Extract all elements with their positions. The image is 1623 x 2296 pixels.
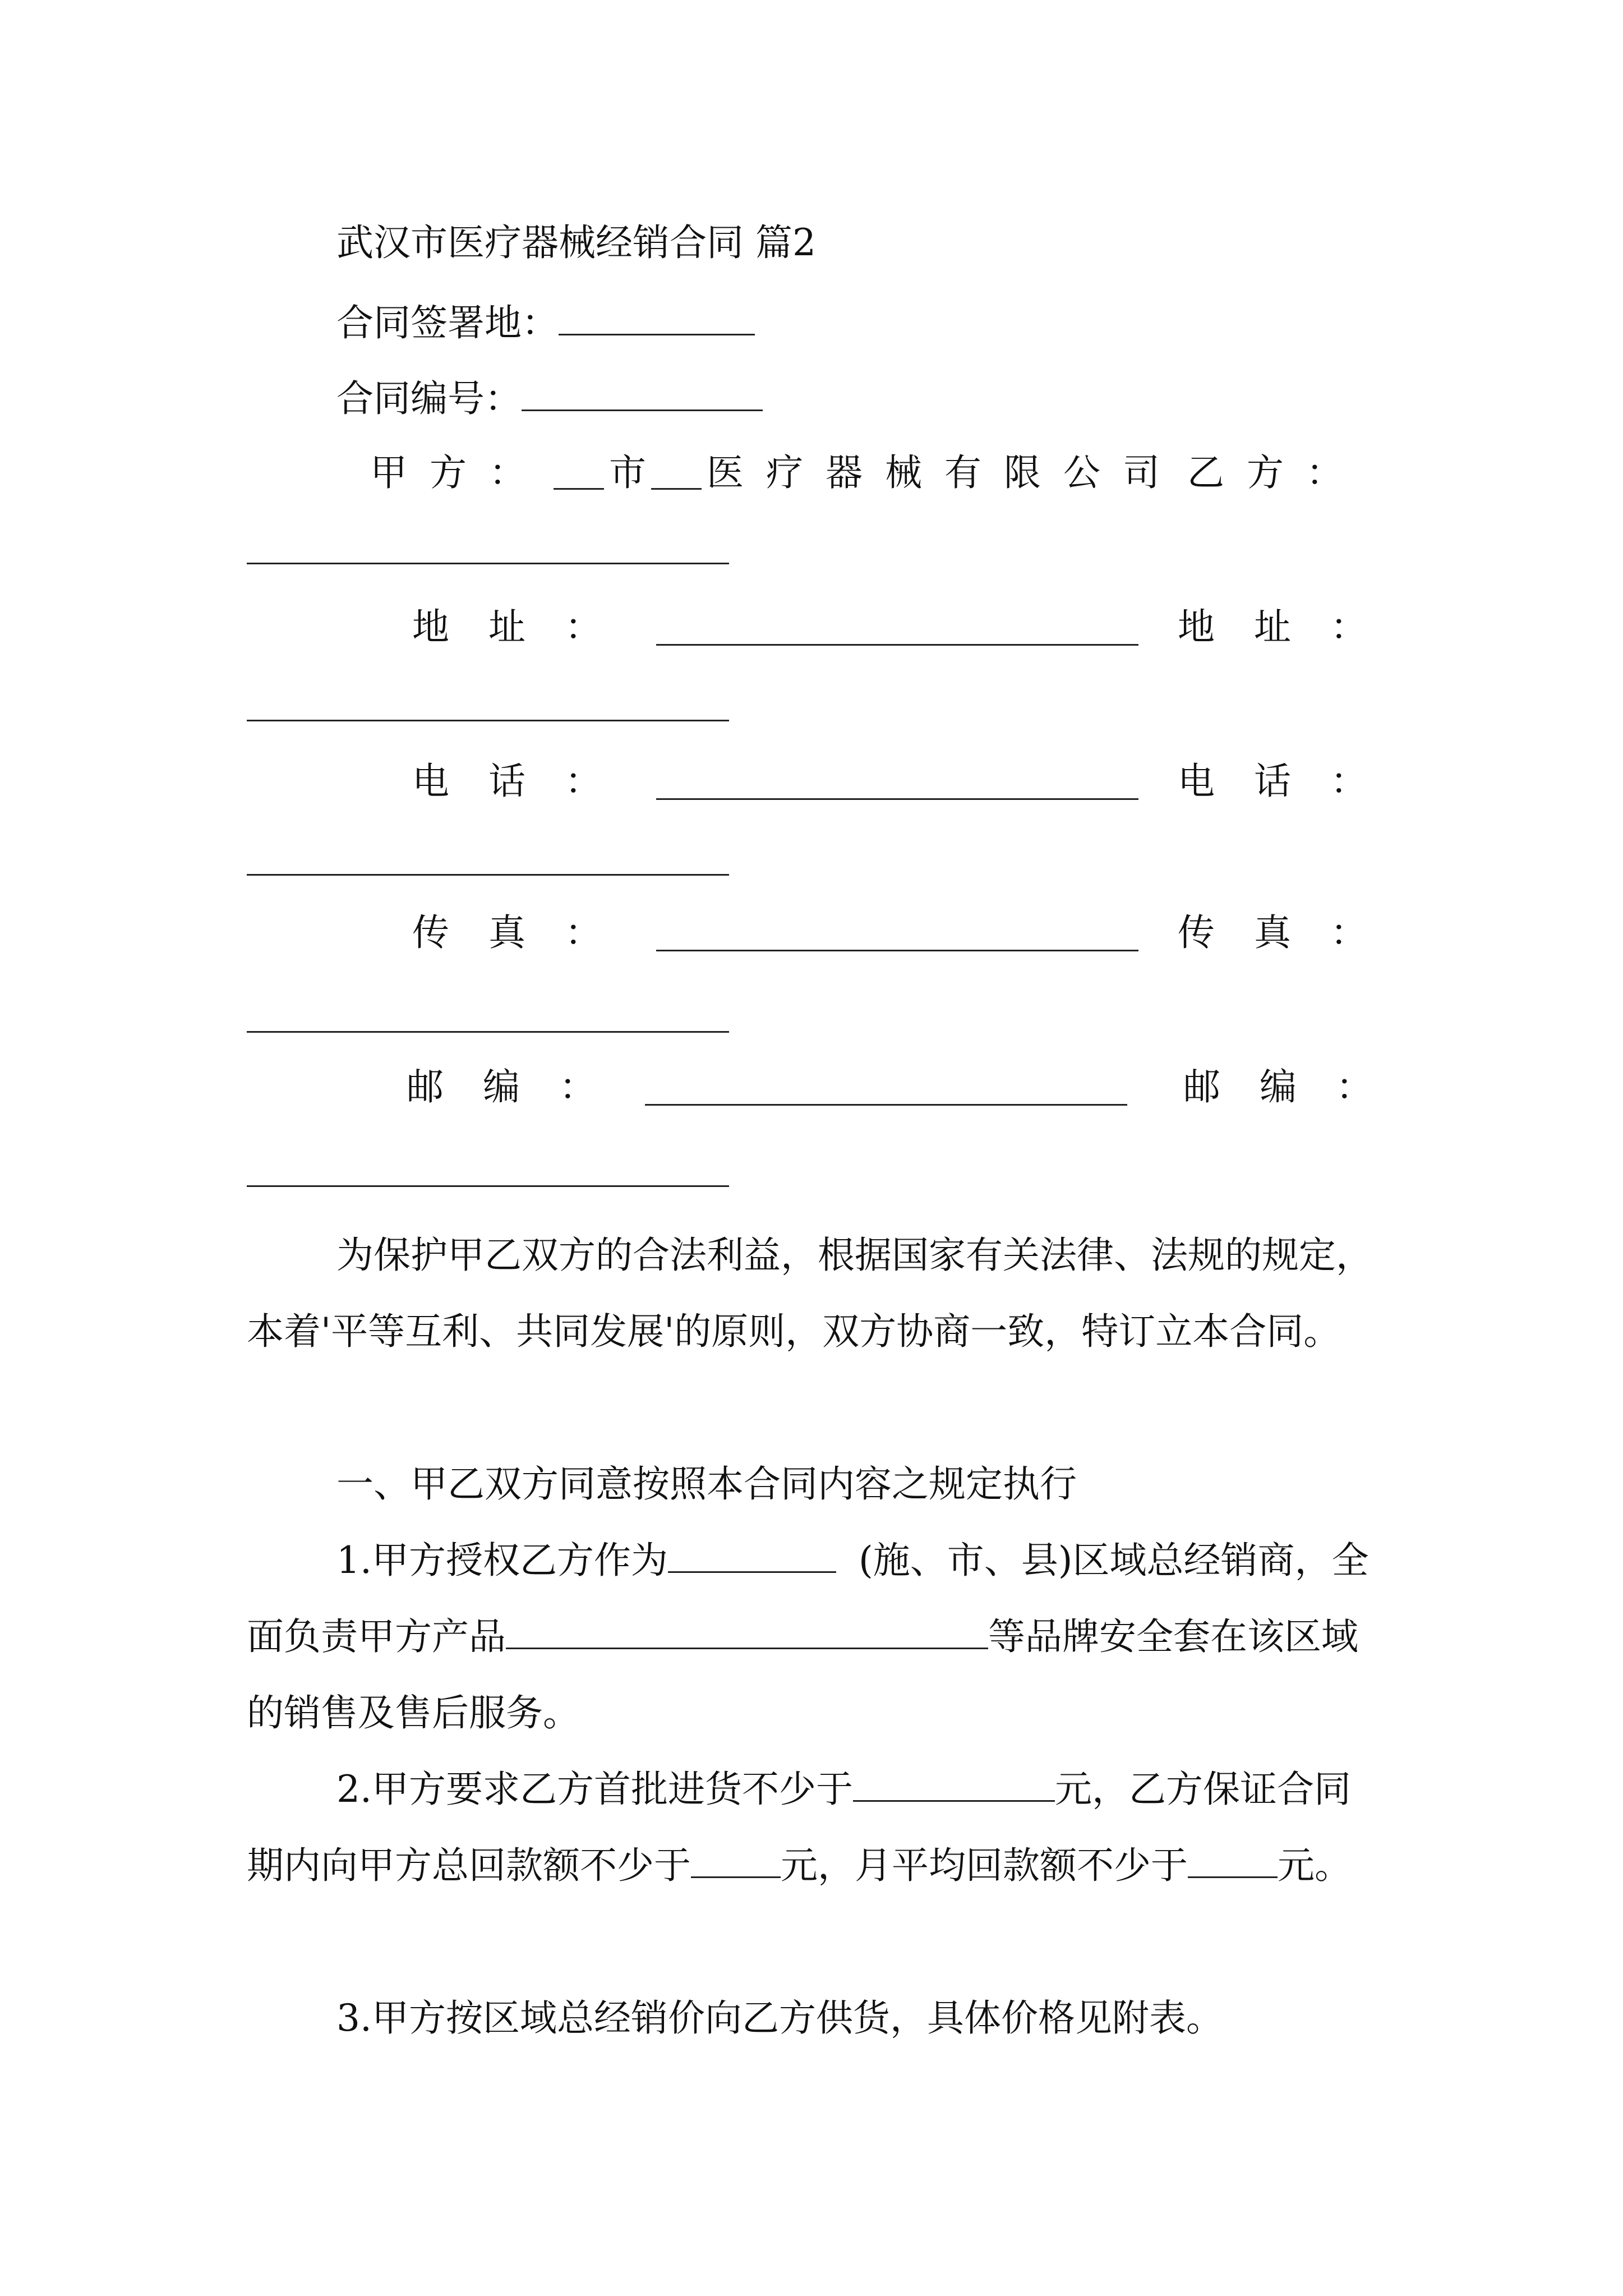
address-label-a: 地址： bbox=[412, 605, 641, 648]
phone-blank-b[interactable] bbox=[247, 874, 729, 876]
section-1-heading: 一、甲乙双方同意按照本合同内容之规定执行 bbox=[336, 1462, 1077, 1506]
party-a-city: 市 bbox=[609, 451, 646, 494]
party-b-blank[interactable] bbox=[247, 563, 729, 564]
party-a-city-blank[interactable] bbox=[554, 454, 604, 490]
address-blank-a[interactable] bbox=[656, 644, 1138, 646]
contract-no-label: 合同编号： bbox=[336, 377, 522, 420]
item-1-part-c: 等品牌安全套在该区域的销售及售后服务。 bbox=[247, 1615, 1358, 1734]
intro-paragraph: 为保护甲乙双方的合法利益，根据国家有关法律、法规的规定，本着'平等互利、共同发展'的原则，双方协商一致，特订立本合同。 bbox=[247, 1234, 1373, 1353]
contract-no-row bbox=[336, 376, 763, 420]
fax-label-a: 传真： bbox=[412, 911, 641, 954]
item-2-total-blank[interactable] bbox=[691, 1845, 781, 1878]
sign-place-label: 合同签署地： bbox=[336, 301, 559, 344]
item-1-product-blank[interactable] bbox=[506, 1616, 988, 1649]
item-2-part-a: 2.甲方要求乙方首批进货不少于 bbox=[336, 1768, 853, 1811]
item-3: 3.甲方按区域总经销价向乙方供货，具体价格见附表。 bbox=[336, 1996, 1223, 2040]
item-2-part-b: 元，乙方保证合同期内向甲方总回款额不少于 bbox=[247, 1768, 1351, 1887]
fax-blank-b[interactable] bbox=[247, 1031, 729, 1033]
item-2-part-d: 元。 bbox=[1278, 1844, 1352, 1887]
party-b-label: 乙方： bbox=[1187, 451, 1366, 494]
item-2-monthly-blank[interactable] bbox=[1188, 1845, 1278, 1878]
postcode-blank-b[interactable] bbox=[247, 1185, 729, 1187]
postcode-label-a: 邮编： bbox=[407, 1065, 635, 1108]
item-1-part-a: 1.甲方授权乙方作为 bbox=[336, 1539, 668, 1582]
phone-label-a: 电话： bbox=[412, 760, 641, 803]
document-title: 武汉市医疗器械经销合同 篇2 bbox=[336, 221, 816, 264]
item-1-part-b: (施、市、县)区域总经销商，全面负责甲方产品 bbox=[247, 1539, 1369, 1658]
item-2-part-c: 元，月平均回款额不少于 bbox=[781, 1844, 1188, 1887]
item-1 bbox=[247, 1522, 1380, 1751]
contract-no-blank[interactable] bbox=[522, 376, 763, 411]
fax-blank-a[interactable] bbox=[656, 950, 1138, 951]
party-a-company-blank[interactable] bbox=[651, 454, 702, 490]
party-a-company: 医疗器械有限公司 bbox=[707, 451, 1182, 494]
item-2 bbox=[247, 1751, 1380, 1904]
item-2-first-order-blank[interactable] bbox=[853, 1769, 1055, 1802]
item-1-region-blank[interactable] bbox=[668, 1540, 836, 1573]
postcode-label-b: 邮编： bbox=[1183, 1065, 1412, 1108]
postcode-blank-a[interactable] bbox=[645, 1104, 1127, 1106]
address-label-b: 地址： bbox=[1178, 605, 1407, 648]
phone-blank-a[interactable] bbox=[656, 798, 1138, 800]
sign-place-row bbox=[336, 300, 755, 342]
phone-label-b: 电话： bbox=[1178, 760, 1407, 803]
parties-row bbox=[370, 451, 1366, 494]
address-blank-b[interactable] bbox=[247, 720, 729, 721]
party-a-label: 甲方： bbox=[370, 451, 548, 494]
fax-label-b: 传真： bbox=[1178, 911, 1407, 954]
sign-place-blank[interactable] bbox=[559, 300, 755, 335]
